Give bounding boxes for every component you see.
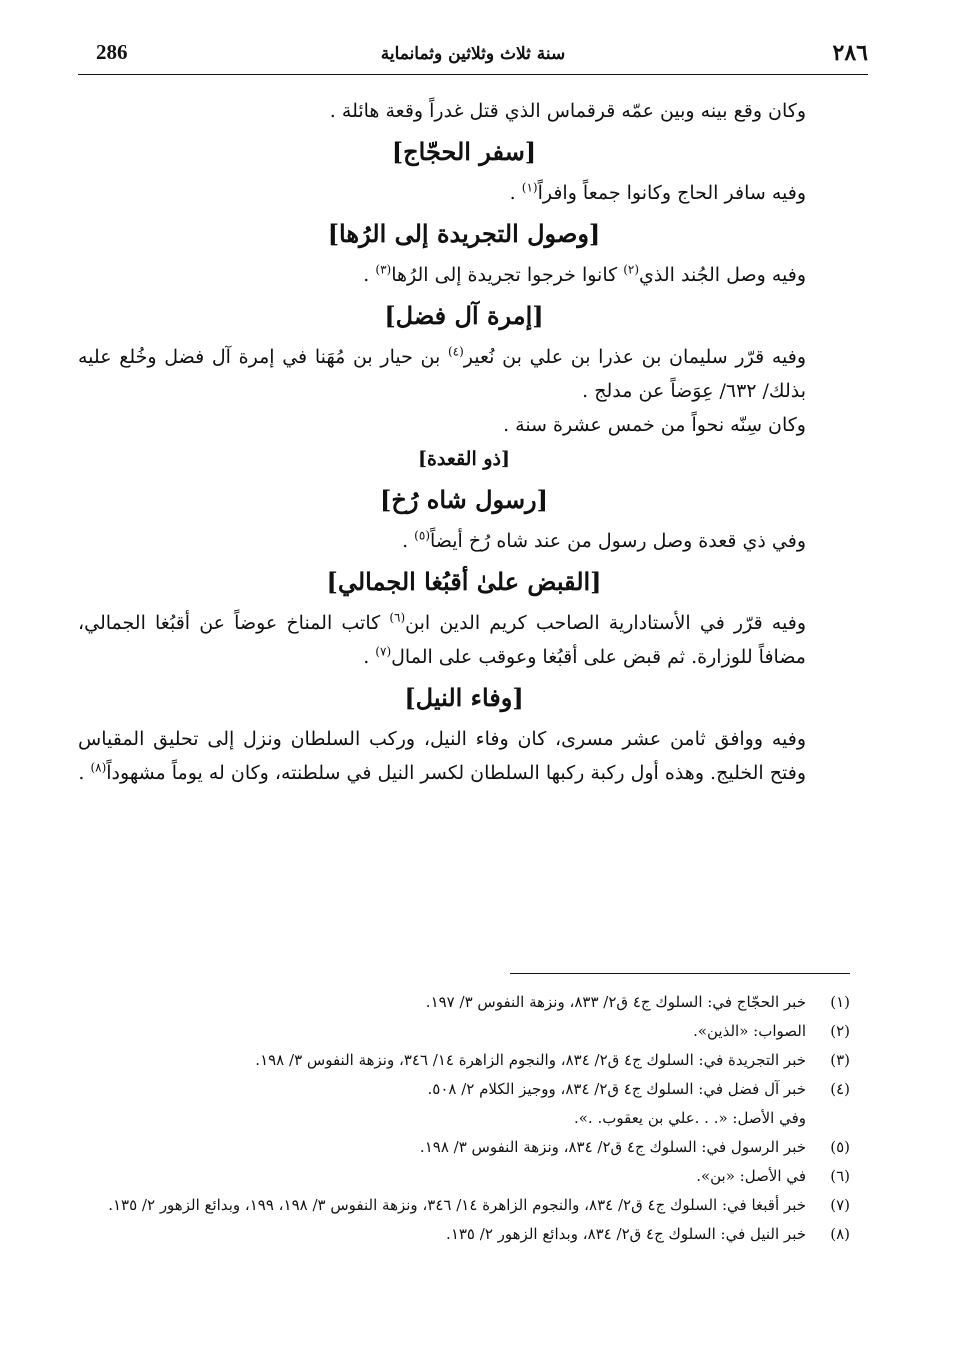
paragraph (78, 606, 850, 674)
footnote (78, 1162, 850, 1191)
month-heading: [ذو القعدة] (417, 448, 510, 470)
section-heading: [وفاء النيل] (404, 683, 524, 712)
header-rule (78, 74, 868, 75)
paragraph-text: وفيه وصل الجُند الذي (639, 264, 806, 286)
paragraph-text: وفيه قرّر سليمان بن عذرا بن علي بن نُعير (463, 346, 807, 368)
footnote-separator (510, 973, 850, 974)
running-title: سنة ثلاث وثلاثين وثمانماية (380, 44, 566, 64)
paragraph-text: كانوا خرجوا تجريدة إلى الرُها (391, 264, 624, 286)
paragraph (78, 722, 850, 790)
footnote-number: (٥) (830, 1138, 850, 1156)
paragraph-text: . (363, 264, 376, 286)
footnote-number (806, 1104, 850, 1133)
footnote-ref: (٨) (90, 760, 107, 775)
footnote-number: (٦) (830, 1167, 850, 1185)
footnote (78, 1046, 850, 1075)
paragraph-text: وفيه قرّر في الأستادارية الصاحب كريم الدين ابن (405, 612, 806, 634)
paragraph-text: وفيه سافر الحاج وكانوا جمعاً وافراً (537, 182, 806, 204)
footnote-number: (٧) (830, 1196, 850, 1214)
section-heading: [رسول شاه رُخ] (379, 485, 549, 514)
footnote-ref: (١) (521, 180, 538, 195)
footnote (78, 1075, 850, 1104)
footnotes (78, 988, 850, 1249)
page-number-latin: 286 (96, 40, 128, 64)
paragraph (78, 524, 850, 558)
footnote (78, 988, 850, 1017)
paragraph-text: وفيه ووافق ثامن عشر مسرى، كان وفاء النيل، وركب السلطان ونزل إلى تحليق المقياس وفتح الخليج. وهذه أول ركبة ركبها السلطان لكسر النيل في سلطنته، وكان له يوماً مشهوداً (78, 728, 806, 784)
section-heading: [سفر الحجّاج] (391, 137, 537, 166)
paragraph: وكان وقع بينه وبين عمّه قرقماس الذي قتل غدراً وقعة هائلة . (329, 100, 806, 122)
paragraph (78, 258, 850, 292)
paragraph (78, 176, 850, 210)
page-number-arabic: ٢٨٦ (832, 40, 868, 66)
footnote-text: خبر آل فضل في: السلوك ج٤ ق٢/ ٨٣٤، ووجيز الكلام ٢/ ٥٠٨. (427, 1080, 806, 1098)
footnote-ref: (٥) (414, 528, 430, 543)
paragraph-text: . (363, 646, 376, 668)
footnote-ref: (٢) (623, 262, 640, 277)
paragraph-text: وفي ذي قعدة وصل رسول من عند شاه رُخ أيضاً (430, 530, 806, 552)
footnote (78, 1104, 850, 1133)
page-header (78, 38, 868, 74)
section-heading: [القبض علىٰ أقبُغا الجمالي] (326, 567, 602, 596)
footnote (78, 1220, 850, 1249)
footnote-text: خبر التجريدة في: السلوك ج٤ ق٢/ ٨٣٤، والنجوم الزاهرة ١٤/ ٣٤٦، ونزهة النفوس ٣/ ١٩٨. (255, 1051, 806, 1069)
footnote-ref: (٧) (375, 644, 392, 659)
section-heading: [إمرة آل فضل] (384, 301, 544, 330)
footnote-number: (١) (830, 993, 850, 1011)
paragraph-text: . (78, 762, 91, 784)
section-heading: [وصول التجريدة إلى الرُها] (327, 219, 601, 248)
footnote-text: خبر الحجّاج في: السلوك ج٤ ق٢/ ٨٣٣، ونزهة النفوس ٣/ ١٩٧. (425, 993, 806, 1011)
footnote (78, 1017, 850, 1046)
footnote-number: (٣) (830, 1051, 850, 1069)
footnote (78, 1191, 850, 1220)
footnote-number: (٢) (830, 1022, 850, 1040)
footnote-text: خبر أقبغا في: السلوك ج٤ ق٢/ ٨٣٤، والنجوم الزاهرة ١٤/ ٣٤٦، ونزهة النفوس ٣/ ١٩٨، ١٩٩، وبدائع الزهور ٢/ ١٣٥. (108, 1196, 806, 1214)
main-text (78, 94, 850, 790)
paragraph (78, 340, 850, 408)
paragraph-text: بن حيار بن مُهَنا في إمرة آل فضل وخُلع عليه بذلك/ ٦٣٢/ عِوَضاً عن مدلج . (78, 346, 806, 402)
footnote-ref: (٤) (447, 344, 464, 359)
footnote-number: (٤) (830, 1080, 850, 1098)
paragraph-text: كاتب المناخ عوضاً عن أقبُغا الجمالي، مضافاً للوزارة. ثم قبض على أقبُغا وعوقب على المال (78, 612, 806, 668)
footnote (78, 1133, 850, 1162)
footnote-text: خبر الرسول في: السلوك ج٤ ق٢/ ٨٣٤، ونزهة النفوس ٣/ ١٩٨. (419, 1138, 806, 1156)
footnote-ref: (٣) (375, 262, 392, 277)
footnote-text: في الأصل: «بن». (696, 1167, 806, 1185)
paragraph-text: . (402, 530, 415, 552)
paragraph: وكان سِنّه نحواً من خمس عشرة سنة . (503, 414, 806, 436)
paragraph-text: . (509, 182, 522, 204)
footnote-text: خبر النيل في: السلوك ج٤ ق٢/ ٨٣٤، وبدائع الزهور ٢/ ١٣٥. (446, 1225, 806, 1243)
footnote-ref: (٦) (389, 610, 406, 625)
footnote-text: الصواب: «الذين». (693, 1022, 806, 1040)
footnote-number: (٨) (830, 1225, 850, 1243)
footnote-text: وفي الأصل: «. . .علي بن يعقوب. .». (573, 1109, 806, 1127)
